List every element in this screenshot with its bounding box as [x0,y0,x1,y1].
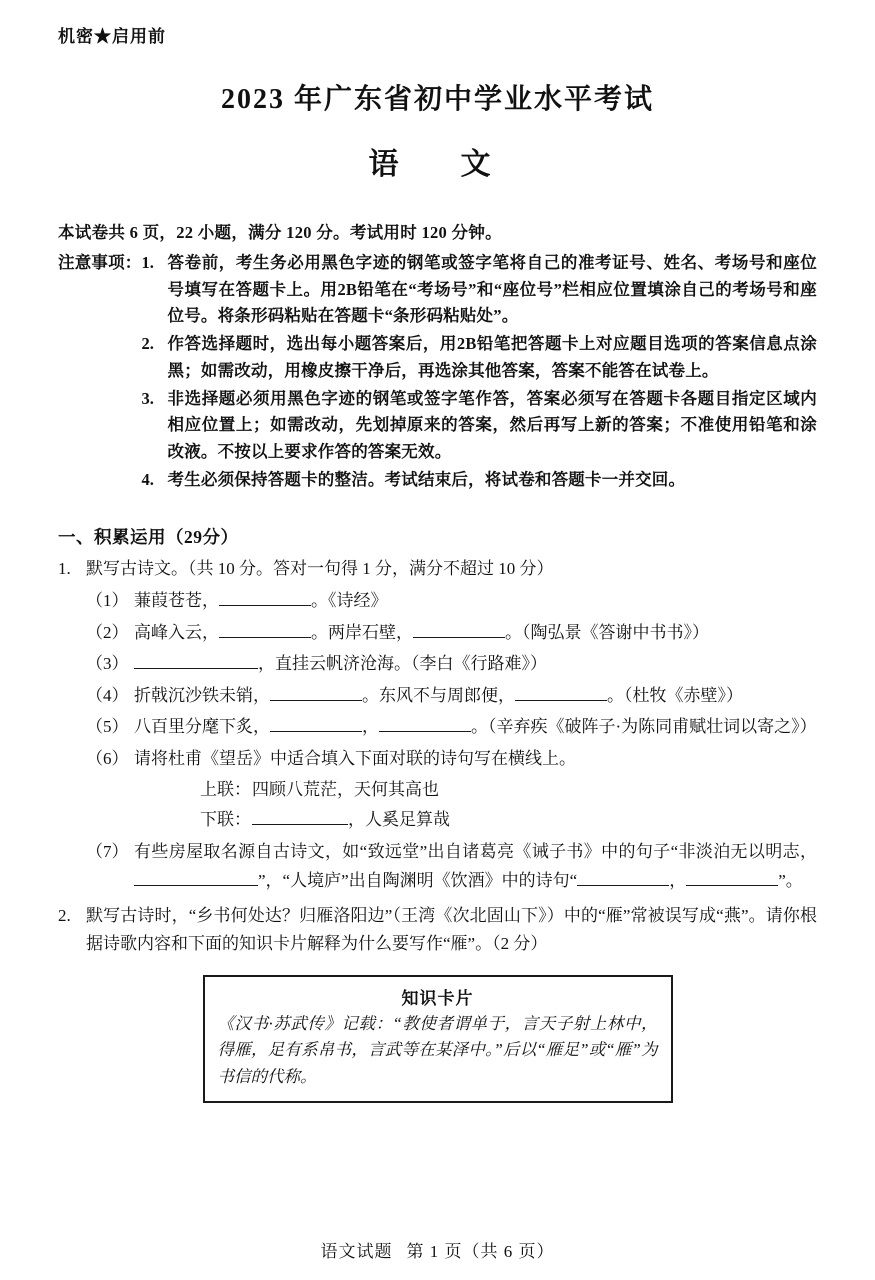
sub-item-5-post: 。（辛弃疾《破阵子·为陈同甫赋壮词以寄之》） [471,717,817,737]
notice-item [142,386,818,466]
sub-item-3 [86,649,817,679]
answer-blank[interactable] [134,668,258,669]
knowledge-card-body: 《汉书·苏武传》记载：“教使者谓单于，言天子射上林中，得雁，足有系帛书，言武等在某泽中。”后以“雁足”或“雁”为书信的代称。 [217,1013,658,1086]
sub-item-1-mid: 。《诗经》 [311,591,388,611]
couplet-upper [200,775,817,805]
sub-item-5-number: （5） [86,717,129,737]
answer-blank[interactable] [686,885,778,886]
notice-number: 1. [141,253,154,272]
sub-item-2-post: 。（陶弘景《答谢中书书》） [505,622,709,642]
answer-blank[interactable] [219,637,311,638]
footer-page-number: 第 1 页（共 6 页） [406,1242,555,1261]
sub-item-1 [86,586,817,616]
notice-number: 3. [141,388,154,408]
sub-item-4-post: 。（杜牧《赤壁》） [607,685,743,705]
question-1-stem: 默写古诗文。（共 10 分。答对一句得 1 分，满分不超过 10 分） [86,559,554,579]
sub-item-1-number: （1） [86,591,129,611]
sub-item-4-mid: 。东风不与周郎便， [362,685,515,705]
exam-title: 2023 年广东省初中学业水平考试 [220,84,654,115]
sub-item-6-text: 请将杜甫《望岳》中适合填入下面对联的诗句写在横线上。 [134,748,576,768]
sub-item-7-tail: ”。 [778,871,803,891]
notice-item [142,467,818,494]
confidential-notice: 机密★启用前 [58,27,166,46]
sub-item-3-mid: ，直挂云帆济沧海。（李白《行路难》） [258,654,547,674]
notice-text: 作答选择题时，选出每小题答案后，用2B铅笔把答题卡上对应题目选项的答案信息点涂黑；如需改动，用橡皮擦干净后，再选涂其他答案，答案不能答在试卷上。 [167,334,817,380]
sub-item-3-number: （3） [86,654,129,674]
sub-item-5 [86,712,817,742]
question-2 [58,902,817,959]
answer-blank[interactable] [270,731,362,732]
sub-item-4-number: （4） [86,685,129,705]
footer-subject: 语文试题 [320,1242,393,1261]
sub-item-6 [86,744,817,835]
sub-item-4 [86,681,817,711]
question-2-text: 默写古诗时，“乡书何处达？归雁洛阳边”（王湾《次北固山下》）中的“雁”常被误写成“燕”。请你根据诗歌内容和下面的知识卡片解释为什么要写作“雁”。（2 分） [86,905,817,954]
question-1-number: 1. [58,559,71,579]
sub-item-7-post: ， [669,871,687,891]
answer-blank[interactable] [252,824,348,825]
notice-text: 答卷前，考生务必用黑色字迹的钢笔或签字笔将自己的准考证号、姓名、考场号和座位号填写在答题卡上。用2B铅笔在“考场号”和“座位号”栏相应位置填涂自己的考场号和座位号。将条形码粘贴在答题卡“条形码粘贴处”。 [167,253,817,326]
page-footer [0,1237,875,1262]
sub-item-7-pre: 有些房屋取名源自古诗文，如“致远堂”出自诸葛亮《诫子书》中的句子“非淡泊无以明志， [134,841,817,861]
answer-blank[interactable] [413,637,505,638]
sub-item-1-pre: 蒹葭苍苍， [134,591,219,611]
sub-item-5-mid: ， [362,717,379,737]
knowledge-card [203,975,673,1103]
notice-text: 非选择题必须用黑色字迹的钢笔或签字笔作答，答案必须写在答题卡各题目指定区域内相应位置上；如需改动，先划掉原来的答案，然后再写上新的答案；不准使用铅笔和涂改液。不按以上要求作答的答案无效。 [167,388,817,462]
couplet-lower-text: ，人奚足算哉 [348,810,450,830]
answer-blank[interactable] [379,731,471,732]
subject-title: 语 文 [368,148,507,181]
sub-item-7 [86,837,817,896]
notice-text: 考生必须保持答题卡的整洁。考试结束后，将试卷和答题卡一并交回。 [167,469,686,489]
question-1-subitems [86,586,817,896]
notice-block [58,250,817,494]
sub-item-4-pre: 折戟沉沙铁未销， [134,685,270,705]
question-2-number: 2. [58,905,71,925]
section-heading-one: 一、积累运用（29分） [58,527,239,548]
sub-item-2-pre: 高峰入云， [134,622,219,642]
notice-label: 注意事项： [58,253,142,272]
couplet-lower [200,805,817,835]
sub-item-7-number: （7） [86,841,129,861]
couplet-lower-label: 下联： [200,810,251,830]
couplet-upper-text: 四顾八荒茫，天何其高也 [252,780,439,800]
notice-number: 2. [141,334,154,354]
answer-blank[interactable] [577,885,669,886]
notice-item [142,250,818,330]
knowledge-card-title: 知识卡片 [401,988,474,1008]
couplet-upper-label: 上联： [200,780,251,800]
answer-blank[interactable] [270,700,362,701]
paper-info-line: 本试卷共 6 页，22 小题，满分 120 分。考试用时 120 分钟。 [58,223,502,242]
answer-blank[interactable] [219,605,311,606]
sub-item-2-number: （2） [86,622,129,642]
notice-number: 4. [141,469,154,489]
question-1 [58,555,817,895]
notice-item [142,331,818,384]
couplet-block [200,775,817,834]
sub-item-2 [86,618,817,648]
answer-blank[interactable] [515,700,607,701]
sub-item-5-pre: 八百里分麾下炙， [134,717,270,737]
sub-item-6-number: （6） [86,748,129,768]
sub-item-2-mid: 。两岸石壁， [311,622,413,642]
sub-item-7-mid: ”，“人境庐”出自陶渊明《饮酒》中的诗句“ [258,871,578,891]
answer-blank[interactable] [134,885,258,886]
